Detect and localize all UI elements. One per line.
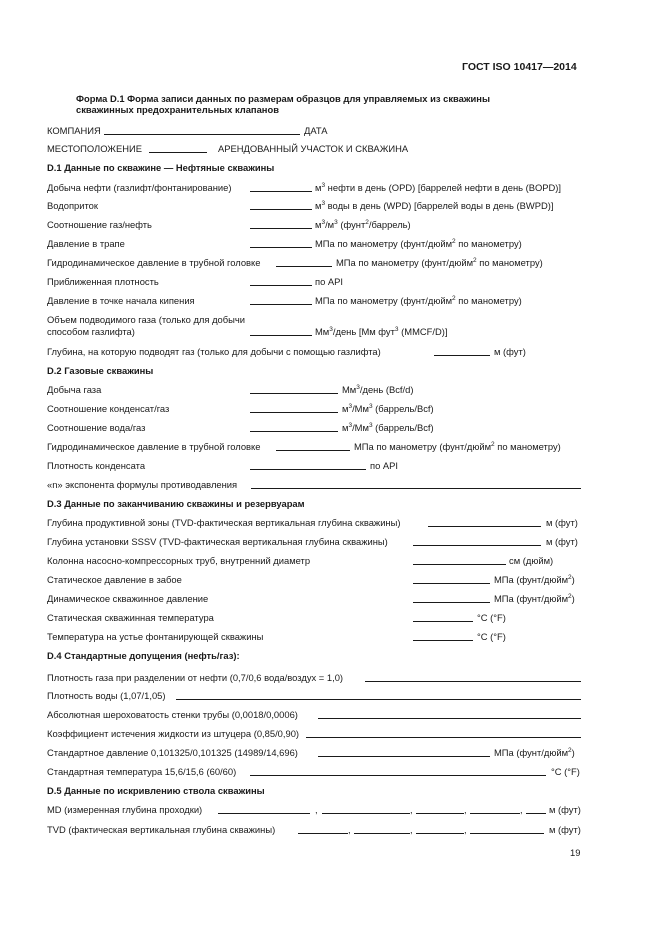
bubble-point-unit: МПа по манометру (фунт/дюйм$^2$ по манометру) xyxy=(315,295,522,306)
gas-injection-label-2: способом газлифта) xyxy=(47,326,135,337)
location-field[interactable] xyxy=(149,152,207,153)
standard-number: ГОСТ ISO 10417—2014 xyxy=(462,61,577,73)
gravity-unit: по API xyxy=(315,276,344,287)
std-pressure-label: Стандартное давление 0,101325/0,101325 (14989/14,696) xyxy=(47,747,298,758)
gas-wellhead-pressure-unit: МПа по манометру (фунт/дюйм$^2$ по манометру) xyxy=(354,441,561,452)
wellhead-temperature-field[interactable] xyxy=(413,640,473,641)
oil-rate-field[interactable] xyxy=(250,191,312,192)
section-d4-heading: D.4 Стандартные допущения (нефть/газ): xyxy=(47,650,240,661)
tvd-comma-2: , xyxy=(410,824,413,835)
std-temperature-label: Стандартная температура 15,6/15,6 (60/60) xyxy=(47,766,237,777)
water-gravity-field[interactable] xyxy=(176,699,581,700)
date-label: ДАТА xyxy=(304,125,328,136)
std-temperature-field[interactable] xyxy=(250,775,546,776)
backpressure-exponent-label: «n» экспонента формулы противодавления xyxy=(47,479,238,490)
tubing-diameter-unit: см (дюйм) xyxy=(509,555,554,566)
page-number: 19 xyxy=(570,847,581,858)
md-comma-4: , xyxy=(520,804,523,815)
condensate-ratio-label: Соотношение конденсат/газ xyxy=(47,403,170,414)
tvd-field-3[interactable] xyxy=(416,833,464,834)
gas-rate-label: Добыча газа xyxy=(47,384,102,395)
condensate-density-unit: по API xyxy=(370,460,399,471)
oil-rate-unit: $м^3$ нефти в день (OPD) [баррелей нефти в день (BOPD)] xyxy=(315,182,562,193)
form-title-line2: скважинных предохранительных клапанов xyxy=(76,104,279,115)
md-comma-3: , xyxy=(464,804,467,815)
water-cut-field[interactable] xyxy=(250,209,312,210)
gor-unit: $м^3/м^3$ (фунт$^2$/баррель) xyxy=(315,219,411,230)
choke-coefficient-field[interactable] xyxy=(306,737,581,738)
tvd-field-1[interactable] xyxy=(298,833,348,834)
condensate-density-field[interactable] xyxy=(250,469,366,470)
condensate-ratio-unit: $м^3/Мм^3$ (баррель/Bcf) xyxy=(342,403,434,414)
std-pressure-unit: МПа (фунт/дюйм$^2$) xyxy=(494,747,575,758)
md-field-5[interactable] xyxy=(526,813,546,814)
gas-rate-field[interactable] xyxy=(250,393,338,394)
sssv-depth-field[interactable] xyxy=(413,545,541,546)
sssv-depth-unit: м (фут) xyxy=(546,536,578,547)
wellhead-pressure-field[interactable] xyxy=(276,266,332,267)
gas-gravity-label: Плотность газа при разделении от нефти (0,7/0,6 вода/воздух = 1,0) xyxy=(47,672,344,683)
dynamic-pressure-field[interactable] xyxy=(413,602,490,603)
bubble-point-field[interactable] xyxy=(250,304,312,305)
oil-rate-label: Добыча нефти (газлифт/фонтанирование) xyxy=(47,182,232,193)
injection-depth-unit: м (фут) xyxy=(494,346,526,357)
gor-field[interactable] xyxy=(250,228,312,229)
md-field-1[interactable] xyxy=(218,813,310,814)
std-pressure-field[interactable] xyxy=(318,756,490,757)
zone-depth-label: Глубина продуктивной зоны (TVD-фактическая вертикальная глубина скважины) xyxy=(47,517,401,528)
md-comma-1: , xyxy=(315,804,318,815)
company-field[interactable] xyxy=(104,134,300,135)
choke-coefficient-label: Коэффициент истечения жидкости из штуцера (0,85/0,90) xyxy=(47,728,300,739)
tvd-unit: м (фут) xyxy=(549,824,581,835)
section-d1-heading: D.1 Данные по скважине — Нефтяные скважины xyxy=(47,162,275,173)
water-gas-ratio-unit: $м^3/Мм^3$ (баррель/Bcf) xyxy=(342,422,434,433)
gas-injection-label-1: Объем подводимого газа (только для добычи xyxy=(47,314,245,325)
roughness-label: Абсолютная шероховатость стенки трубы (0,0018/0,0006) xyxy=(47,709,298,720)
gas-injection-unit: $Мм^3$/день [Мм фут$^3$ (MMCF/D)] xyxy=(315,326,448,337)
trap-pressure-field[interactable] xyxy=(250,247,312,248)
dynamic-pressure-unit: МПа (фунт/дюйм$^2$) xyxy=(494,593,575,604)
bubble-point-label: Давление в точке начала кипения xyxy=(47,295,195,306)
trap-pressure-unit: МПа по манометру (фунт/дюйм$^2$ по манометру) xyxy=(315,238,522,249)
tvd-comma-1: , xyxy=(348,824,351,835)
gas-injection-field[interactable] xyxy=(250,335,312,336)
gas-wellhead-pressure-field[interactable] xyxy=(276,450,350,451)
condensate-density-label: Плотность конденсата xyxy=(47,460,146,471)
roughness-field[interactable] xyxy=(318,718,581,719)
static-temperature-label: Статическая скважинная температура xyxy=(47,612,214,623)
zone-depth-unit: м (фут) xyxy=(546,517,578,528)
condensate-ratio-field[interactable] xyxy=(250,412,338,413)
md-field-3[interactable] xyxy=(416,813,464,814)
md-field-4[interactable] xyxy=(470,813,520,814)
static-temperature-field[interactable] xyxy=(413,621,473,622)
tubing-diameter-label: Колонна насосно-компрессорных труб, внутренний диаметр xyxy=(47,555,311,566)
form-title-line1: Форма D.1 Форма записи данных по размерам образцов для управляемых из скважины xyxy=(76,93,490,104)
water-cut-label: Водоприток xyxy=(47,200,98,211)
static-pressure-field[interactable] xyxy=(413,583,490,584)
md-field-2[interactable] xyxy=(322,813,410,814)
lease-label: АРЕНДОВАННЫЙ УЧАСТОК И СКВАЖИНА xyxy=(218,143,409,154)
water-cut-unit: $м^3$ воды в день (WPD) [баррелей воды в день (BWPD)] xyxy=(315,200,554,211)
wellhead-temperature-unit: °C (°F) xyxy=(477,631,506,642)
wellhead-pressure-unit: МПа по манометру (фунт/дюйм$^2$ по манометру) xyxy=(336,257,543,268)
injection-depth-label: Глубина, на которую подводят газ (только для добычи с помощью газлифта) xyxy=(47,346,381,357)
md-unit: м (фут) xyxy=(549,804,581,815)
wellhead-pressure-label: Гидродинамическое давление в трубной головке xyxy=(47,257,261,268)
gor-label: Соотношение газ/нефть xyxy=(47,219,152,230)
injection-depth-field[interactable] xyxy=(434,355,490,356)
location-label: МЕСТОПОЛОЖЕНИЕ xyxy=(47,143,142,154)
static-temperature-unit: °C (°F) xyxy=(477,612,506,623)
wellhead-temperature-label: Температура на устье фонтанирующей скважины xyxy=(47,631,264,642)
static-pressure-label: Статическое давление в забое xyxy=(47,574,182,585)
company-label: КОМПАНИЯ xyxy=(47,125,101,136)
zone-depth-field[interactable] xyxy=(428,526,541,527)
section-d5-heading: D.5 Данные по искривлению ствола скважины xyxy=(47,785,265,796)
backpressure-exponent-field[interactable] xyxy=(251,488,581,489)
std-temperature-unit: °C (°F) xyxy=(551,766,580,777)
tvd-label: TVD (фактическая вертикальная глубина скважины) xyxy=(47,824,276,835)
md-label: MD (измеренная глубина проходки) xyxy=(47,804,203,815)
section-d3-heading: D.3 Данные по заканчиванию скважины и резервуарам xyxy=(47,498,305,509)
gas-wellhead-pressure-label: Гидродинамическое давление в трубной головке xyxy=(47,441,261,452)
tvd-field-4[interactable] xyxy=(470,833,544,834)
sssv-depth-label: Глубина установки SSSV (TVD-фактическая вертикальная глубина скважины) xyxy=(47,536,388,547)
md-comma-2: , xyxy=(410,804,413,815)
water-gas-ratio-field[interactable] xyxy=(250,431,338,432)
gas-rate-unit: $Мм^3$/день (Bcf/d) xyxy=(342,384,414,395)
gravity-label: Приближенная плотность xyxy=(47,276,159,287)
gas-gravity-field[interactable] xyxy=(365,681,581,682)
water-gas-ratio-label: Соотношение вода/газ xyxy=(47,422,146,433)
dynamic-pressure-label: Динамическое скважинное давление xyxy=(47,593,209,604)
tubing-diameter-field[interactable] xyxy=(413,564,506,565)
gravity-field[interactable] xyxy=(250,285,312,286)
section-d2-heading: D.2 Газовые скважины xyxy=(47,365,154,376)
tvd-comma-3: , xyxy=(464,824,467,835)
water-gravity-label: Плотность воды (1,07/1,05) xyxy=(47,690,166,701)
tvd-field-2[interactable] xyxy=(354,833,410,834)
static-pressure-unit: МПа (фунт/дюйм$^2$) xyxy=(494,574,575,585)
trap-pressure-label: Давление в трапе xyxy=(47,238,125,249)
